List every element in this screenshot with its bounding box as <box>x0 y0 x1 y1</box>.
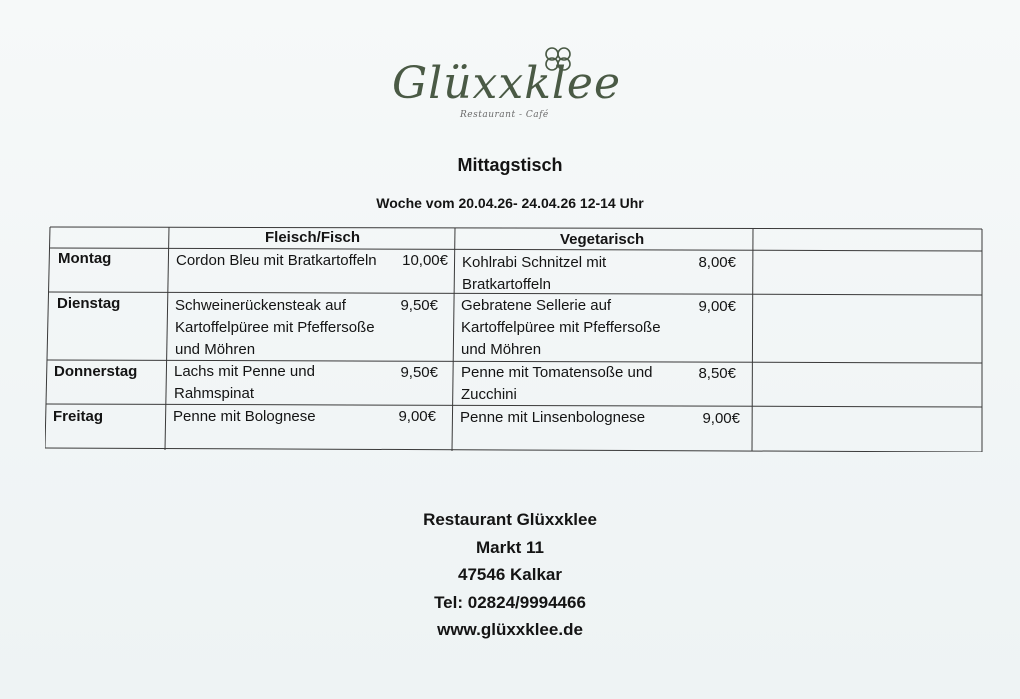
day-label: Freitag <box>53 408 104 425</box>
logo-tagline: Restaurant - Café <box>460 110 549 120</box>
street-address: Markt 11 <box>475 537 545 557</box>
veg-price: 8,50€ <box>698 365 736 382</box>
meat-dish: Schweinerückensteak auf Kartoffelpüree mit Pfeffersoße und Möhren <box>175 297 375 358</box>
header-meat: Fleisch/Fisch <box>265 229 361 246</box>
day-label: Dienstag <box>57 295 121 312</box>
meat-dish: Lachs mit Penne und Rahmspinat <box>174 363 315 402</box>
veg-price: 9,00€ <box>698 298 736 315</box>
veg-price: 8,00€ <box>698 254 736 271</box>
veg-dish: Penne mit Linsenbolognese <box>460 409 646 426</box>
city-address: 47546 Kalkar <box>458 565 562 584</box>
meat-price: 9,00€ <box>398 408 436 425</box>
restaurant-name: Restaurant Glüxxklee <box>423 510 597 529</box>
veg-dish: Kohlrabi Schnitzel mit Bratkartoffeln <box>462 254 607 293</box>
meat-price: 9,50€ <box>400 364 438 381</box>
website: www.glüxxklee.de <box>437 620 583 639</box>
day-label: Montag <box>58 250 112 267</box>
phone-number: Tel: 02824/9994466 <box>434 592 586 612</box>
logo-wordmark: Glüxxklee <box>392 58 621 109</box>
veg-dish: Gebratene Sellerie auf Kartoffelpüree mit Pfeffersoße und Möhren <box>461 297 661 358</box>
day-label: Donnerstag <box>54 363 138 380</box>
page-title: Mittagstisch <box>457 155 563 175</box>
veg-price: 9,00€ <box>702 410 740 427</box>
meat-price: 10,00€ <box>402 252 448 269</box>
restaurant-logo <box>392 44 632 124</box>
meat-price: 9,50€ <box>400 297 438 314</box>
meat-dish: Cordon Bleu mit Bratkartoffeln <box>176 252 377 269</box>
week-range: Woche vom 20.04.26- 24.04.26 12-14 Uhr <box>376 195 644 211</box>
restaurant-contact <box>0 506 1020 644</box>
veg-dish: Penne mit Tomatensoße und Zucchini <box>461 364 653 403</box>
header-vegetarian: Vegetarisch <box>560 231 645 248</box>
meat-dish: Penne mit Bolognese <box>173 408 316 425</box>
lunch-menu-table <box>45 226 983 452</box>
